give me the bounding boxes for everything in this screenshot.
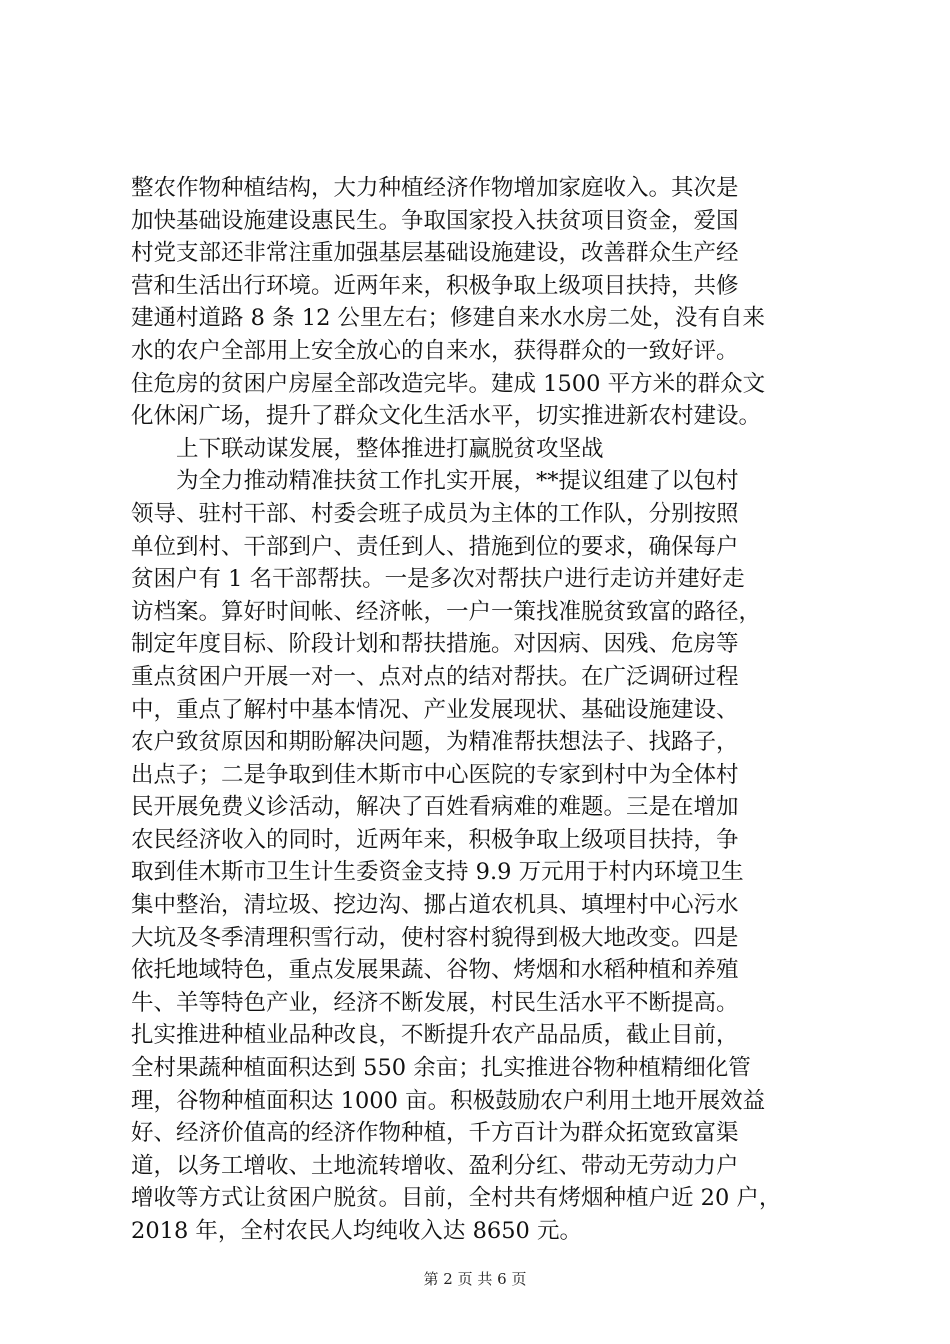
text-line: 领导、驻村干部、村委会班子成员为主体的工作队，分别按照	[131, 500, 739, 527]
text-line: 农户致贫原因和期盼解决问题，为精准帮扶想法子、找路子，	[131, 729, 739, 756]
text-line: 建通村道路 8 条 12 公里左右；修建自来水水房二处，没有自来	[131, 305, 766, 332]
text-line: 化休闲广场，提升了群众文化生活水平，切实推进新农村建设。	[131, 403, 762, 430]
text-line: 理，谷物种植面积达 1000 亩。积极鼓励农户利用土地开展效益	[131, 1087, 766, 1114]
text-line: 水的农户全部用上安全放心的自来水，获得群众的一致好评。	[131, 337, 739, 364]
text-line: 全村果蔬种植面积达到 550 余亩；扎实推进谷物种植精细化管	[131, 1055, 751, 1082]
text-line: 整农作物种植结构，大力种植经济作物增加家庭收入。其次是	[131, 175, 739, 201]
text-line: 大坑及冬季清理积雪行动，使村容村貌得到极大地改变。四是	[131, 924, 739, 951]
text-line: 重点贫困户开展一对一、点对点的结对帮扶。在广泛调研过程	[131, 663, 739, 690]
text-line: 住危房的贫困户房屋全部改造完毕。建成 1500 平方米的群众文	[131, 370, 766, 397]
text-line: 农民经济收入的同时，近两年来，积极争取上级项目扶持，争	[131, 826, 739, 853]
text-line: 访档案。算好时间帐、经济帐，一户一策找准脱贫致富的路径，	[131, 598, 762, 625]
text-line: 集中整治，清垃圾、挖边沟、挪占道农机具、填埋村中心污水	[131, 892, 739, 919]
text-line: 取到佳木斯市卫生计生委资金支持 9.9 万元用于村内环境卫生	[131, 859, 744, 886]
text-line: 贫困户有 1 名干部帮扶。一是多次对帮扶户进行走访并建好走	[131, 566, 745, 593]
text-line: 加快基础设施建设惠民生。争取国家投入扶贫项目资金，爱国	[131, 207, 739, 234]
section-heading: 上下联动谋发展，整体推进打赢脱贫攻坚战	[176, 435, 604, 462]
text-line: 制定年度目标、阶段计划和帮扶措施。对因病、因残、危房等	[131, 631, 739, 658]
text-line: 牛、羊等特色产业，经济不断发展，村民生活水平不断提高。	[131, 989, 739, 1016]
text-line: 单位到村、干部到户、责任到人、措施到位的要求，确保每户	[131, 533, 739, 560]
text-line: 出点子；二是争取到佳木斯市中心医院的专家到村中为全体村	[131, 761, 739, 788]
text-line: 扎实推进种植业品种改良，不断提升农产品品质，截止目前，	[131, 1022, 739, 1049]
text-line: 营和生活出行环境。近两年来，积极争取上级项目扶持，共修	[131, 272, 739, 299]
text-line: 道，以务工增收、土地流转增收、盈利分红、带动无劳动力户	[131, 1152, 739, 1179]
text-line: 中，重点了解村中基本情况、产业发展现状、基础设施建设、	[131, 696, 739, 723]
text-line: 好、经济价值高的经济作物种植，千方百计为群众拓宽致富渠	[131, 1120, 739, 1147]
text-line: 依托地域特色，重点发展果蔬、谷物、烤烟和水稻种植和养殖	[131, 957, 739, 984]
page-number-footer: 第 2 页 共 6 页	[423, 1270, 527, 1288]
text-line: 2018 年，全村农民人均纯收入达 8650 元。	[131, 1218, 582, 1244]
text-line: 增收等方式让贫困户脱贫。目前，全村共有烤烟种植户近 20 户，	[131, 1185, 782, 1212]
text-line: 民开展免费义诊活动，解决了百姓看病难的难题。三是在增加	[131, 794, 739, 821]
document-body	[131, 172, 831, 1248]
text-line: 村党支部还非常注重加强基层基础设施建设，改善群众生产经	[131, 240, 739, 267]
text-line: 为全力推动精准扶贫工作扎实开展，**提议组建了以包村	[176, 468, 739, 495]
